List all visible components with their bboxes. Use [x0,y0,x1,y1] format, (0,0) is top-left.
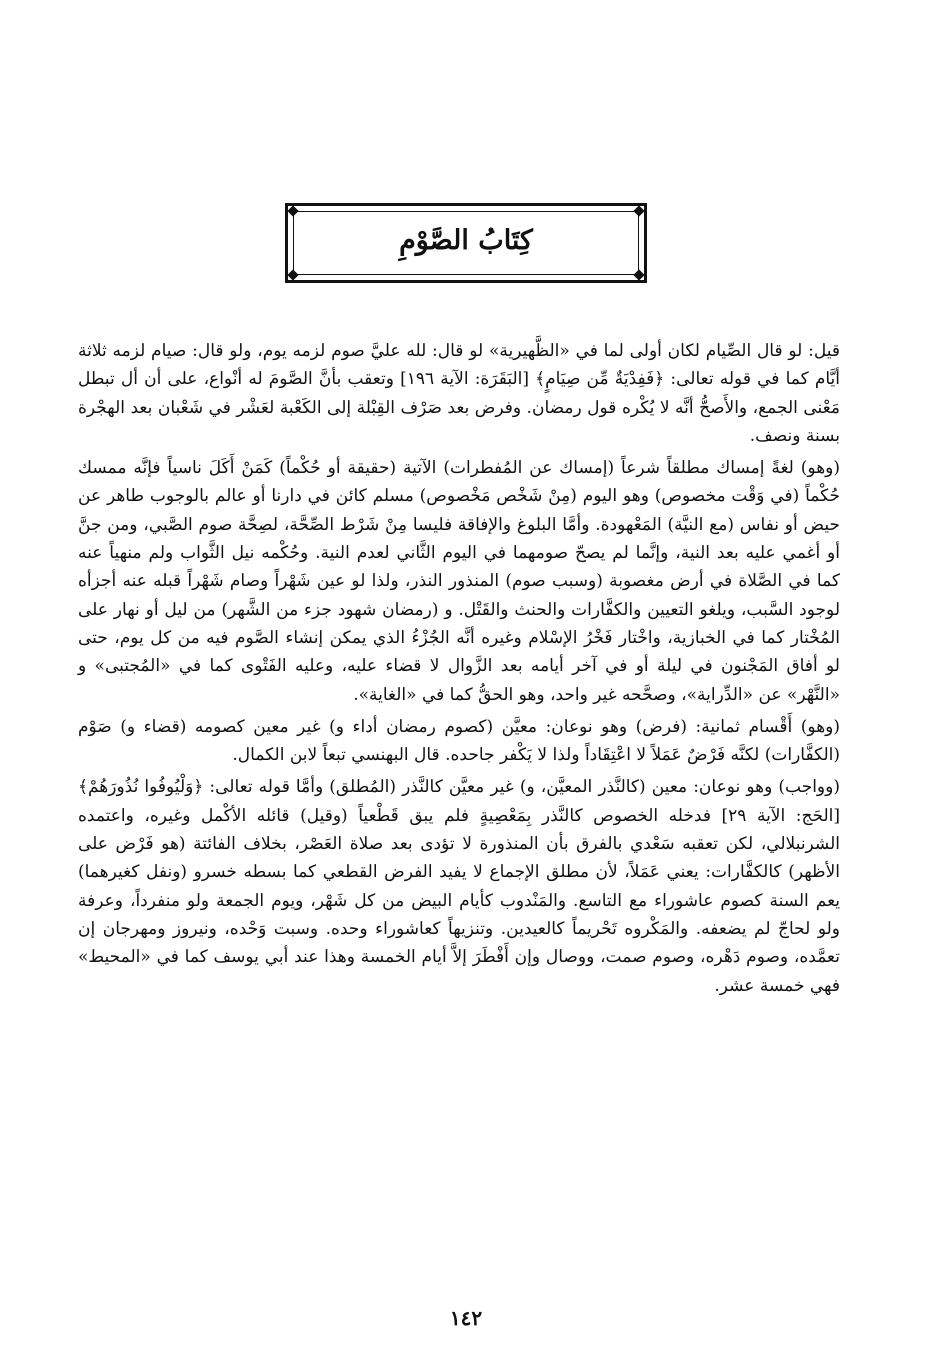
paragraph: (وهو) لغةً إمساك مطلقاً شرعاً (إمساك عن المُفطرات) الآتية (حقيقة أو حُكْماً) كَمَنْ أَكَلَ ناسياً فإنَّه ممسك حُكْماً (في وَقْت مخصوص) وهو اليوم (مِنْ شَخْص مَخْصوص) مسلم كائن في دارنا أو عالم بالوجوب طاهر عن حيض أو نفاس (مع النيَّة) المَعْهودة. وأمَّا البلوغ والإفاقة فليسا مِنْ شَرْط الصِّحَّة، لصِحَّة صوم الصَّبي، ومن جنَّ أو أغمي عليه بعد النية، وإنَّما لم يصحّ صومهما في اليوم الثَّاني لعدم النية. وحُكْمه نيل الثَّواب ولم منهياً عنه كما في الصَّلاة في أرض مغصوبة (وسبب صوم) المنذور النذر، ولذا لو عين شَهْراً وصام شَهْراً قبله عنه أجزأه لوجود السَّبب، ويلغو التعيين والكفَّارات والحنث والقَتْل. و (رمضان شهود جزء من الشَّهر) من ليل أو نهار على المُخْتار كما في الخبازية، واخْتار فَخْرُ الإسْلام وغيره أنَّه الجُزْءُ الذي يمكن إنشاء الصَّوم فيه من كل يوم، حتى لو أفاق المَجْنون في ليلة أو في آخر أيامه بعد الزَّوال لا قضاء عليه، وعليه الفَتْوى كما في «المُجتبى» و «النَّهْر» عن «الدِّراية»، وصحَّحه غير واحد، وهو الحقُّ كما في «الغاية». [78,458,840,705]
chapter-title-frame [285,203,647,283]
frame-corner-ornament [287,205,298,216]
frame-corner-ornament [633,269,644,280]
paragraph: قيل: لو قال الصِّيام لكان أولى لما في «الظَّهيرية» لو قال: لله عليَّ صوم لزمه يوم، ولو قال: صيام لزمه ثلاثة أيَّام كما في قوله تعالى: ﴿فَفِدْيَةٌ مِّن صِيَامٍ﴾ [البَقَرَة: الآية ١٩٦] وتعقب بأنَّ الصَّومَ له أنْواع، على أن أل تبطل مَعْنى الجمع، والأَصحُّ أنَّه لا يُكْره قول رمضان. وفرض بعد صَرْف القِبْلة إلى الكَعْبة لعَشْر في شَعْبان بعد الهجْرة بسنة ونصف. [78,341,840,446]
paragraph: (وهو) أَقْسام ثمانية: (فرض) وهو نوعان: معيَّن (كصوم رمضان أداء و) غير معين كصومه (قضاء و) صَوْم (الكفَّارات) لكنَّه فَرْضٌ عَمَلاً لا اعْتِقَاداً ولذا لا يَكْفر جاحده. قال البهنسي تبعاً لابن الكمال. [78,716,840,766]
body-text [78,337,840,1004]
chapter-title: كِتَابُ الصَّوْمِ [399,225,533,256]
frame-corner-ornament [287,269,298,280]
frame-corner-ornament [633,205,644,216]
page-number: ١٤٢ [449,1306,483,1330]
paragraph: (وواجب) وهو نوعان: معين (كالنَّذر المعيَّن، و) غير معيَّن كالنَّذر (المُطلق) وأمَّا قوله تعالى: ﴿وَلْيُوفُوا نُذُورَهُمْ﴾ [الحَج: الآية ٢٩] فدخله الخصوص كالنَّذر بِمَعْصِيةٍ فلم يبق قَطْعياً (وقيل) قائله الأكْمل وغيره، واعتمده الشرنبلالي، لكن تعقبه سَعْدي بالفرق بأن المنذورة لا تؤدى بعد صلاة العَصْر، بخلاف الفائتة (هو فَرْض على الأظهر) كالكفَّارات: يعني عَمَلاً، لأن مطلق الإجماع لا يفيد الفرض القطعي كما بسطه خسرو (ونفل كغيرهما) يعم السنة كصوم عاشوراء مع التاسع. والمَنْدوب كأيام البيض من كل شَهْر، ويوم الجمعة ولو منفرداً، وعرفة ولو لحاجّ لم يضعفه. والمَكْروه تَحْريماً كالعيدين. وتنزيهاً كعاشوراء وحده. وسبت وَحْده، ونيروز ومهرجان إن تعمَّده، وصوم دَهْره، وصوم صمت، ووصال وإن أَفْطَرَ إلاَّ أيام الخمسة وهذا عند أبي يوسف كما في «المحيط» فهي خمسة عشر. [78,777,840,996]
